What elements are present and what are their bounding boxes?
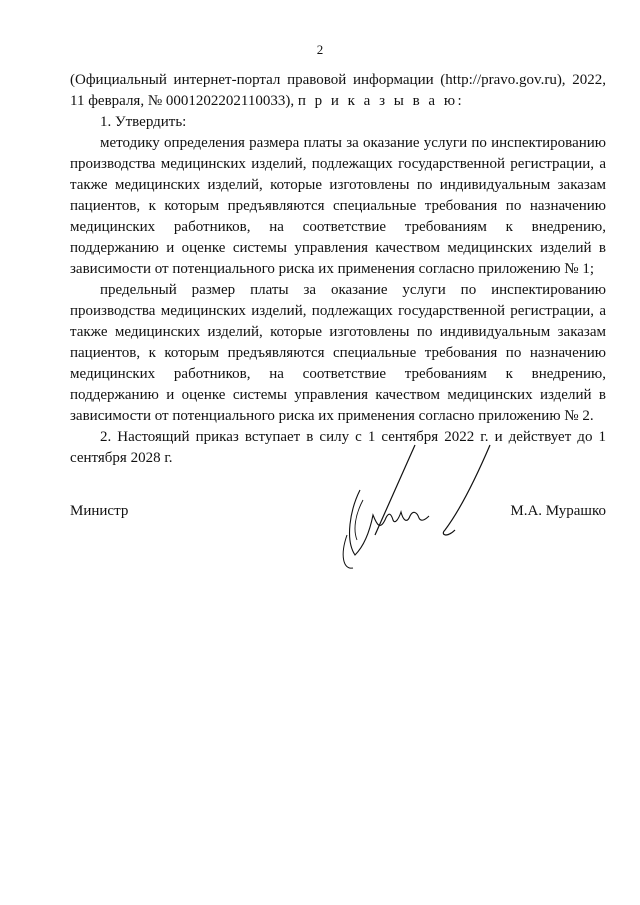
limit-size-paragraph: предельный размер платы за оказание услуги по инспектированию производства медицинских изделий, подлежащих государственной регистрации, а также медицинских изделий, которые изготовлены по индивидуальным заказам пациентов, к которым предъявляются специальные требования по назначению медицинских работников, на соответствие требованиям к внедрению, поддержанию и оценке системы управления качеством медицинских изделий в зависимости от потенциального риска их применения согласно приложению № 2. [70, 282, 606, 424]
page-number: 2 [316, 42, 324, 57]
document-body [70, 70, 606, 469]
signatory-position: Министр [70, 503, 129, 519]
item-2: 2. Настоящий приказ вступает в силу с 1 сентября 2022 г. и действует до 1 сентября 2028 г. [70, 429, 606, 466]
intro-paragraph [70, 70, 606, 112]
intro-line: (Официальный интернет-портал правовой информации (http://pravo.gov.ru), 2022, 11 февраля, № 0001202202110033), [70, 72, 606, 109]
order-word: п р и к а з ы в а ю: [297, 93, 465, 109]
signature-graphic [335, 440, 495, 580]
signatory-name: М.А. Мурашко [510, 503, 606, 519]
item-1: 1. Утвердить: [100, 114, 187, 130]
methodology-paragraph: методику определения размера платы за оказание услуги по инспектированию производства медицинских изделий, подлежащих государственной регистрации, а также медицинских изделий, которые изготовлены по индивидуальным заказам пациентов, к которым предъявляются специальные требования по назначению медицинских работников, на соответствие требованиям к внедрению, поддержанию и оценке системы управления качеством медицинских изделий в зависимости от потенциального риска их применения согласно приложению № 1; [70, 135, 606, 277]
